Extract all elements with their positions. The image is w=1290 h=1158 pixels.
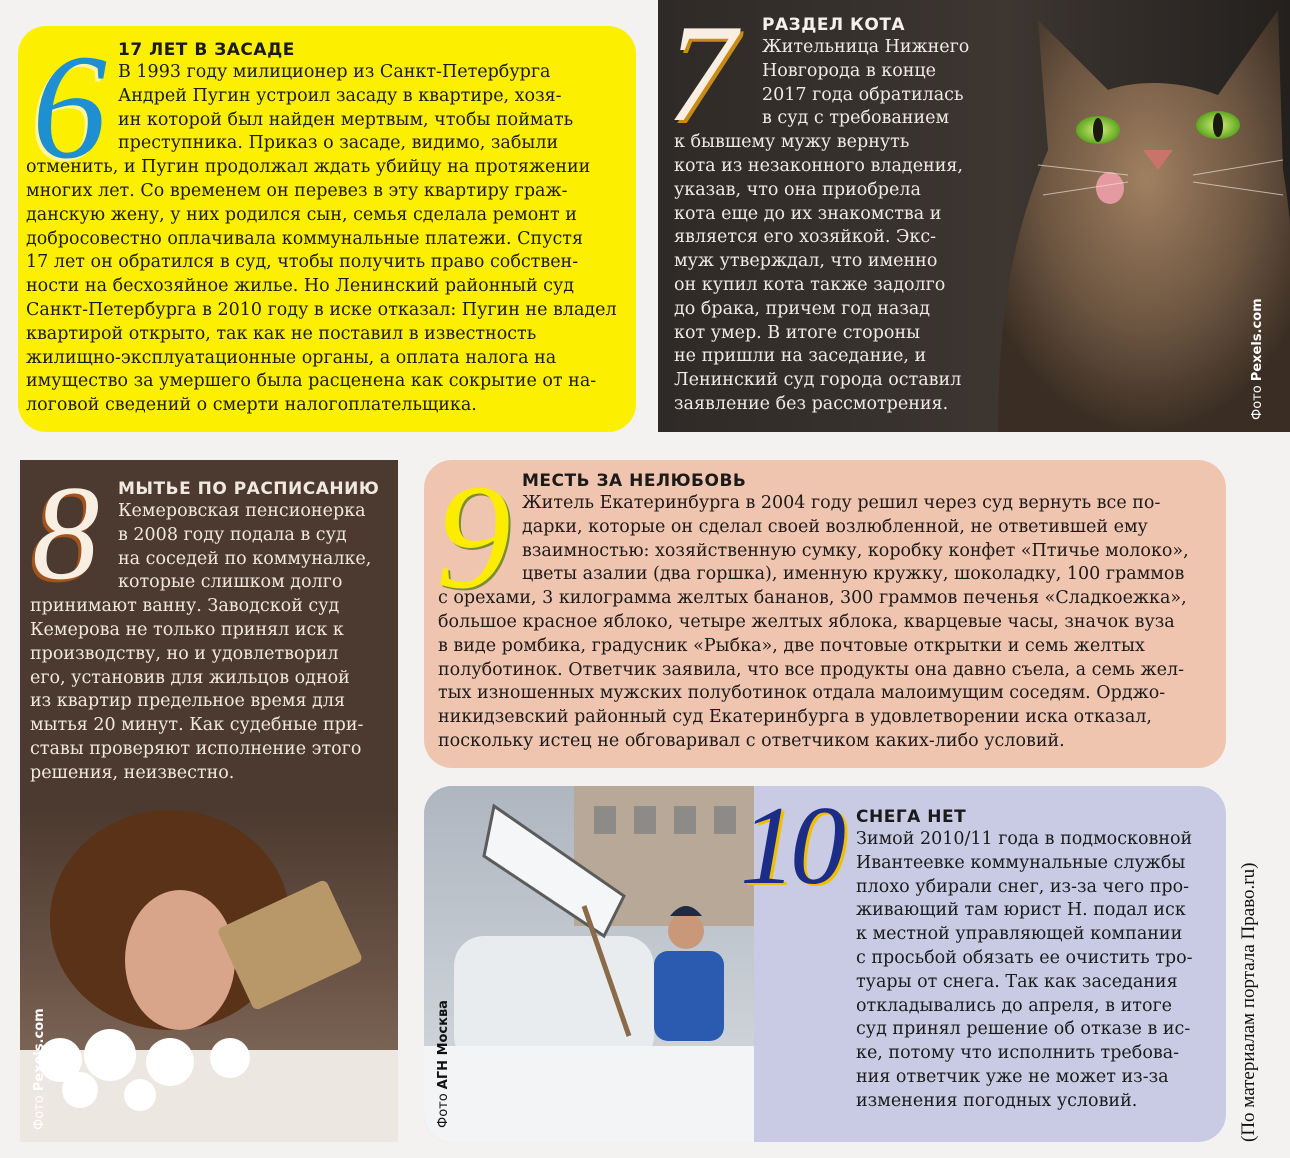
story-8-panel [20,460,398,1142]
text-line: Кемерова не только принял иск к [30,619,344,640]
story-9-panel [424,460,1226,768]
text-line: 17 лет он обратился в суд, чтобы получить право собствен- [26,252,579,273]
text-line: кот умер. В итоге стороны [674,322,921,343]
photo-credit [32,1008,47,1130]
story-text-indented [118,500,398,595]
credit-source: Pexels.com [32,1008,47,1092]
credit-prefix: Фото [1250,385,1265,420]
text-line: в виде ромбика, градусник «Рыбка», две почтовые открытки и семь желтых [438,635,1145,656]
story-title: РАЗДЕЛ КОТА [762,15,906,35]
text-line: полуботинок. Ответчик заявила, что все продукты она давно съела, а семь жел- [438,659,1184,680]
text-line: в суд с требованием [762,108,950,129]
story-title: 17 ЛЕТ В ЗАСАДЕ [118,40,295,60]
bath-reading-photo [20,810,398,1142]
text-line: решения, неизвестно. [30,762,235,783]
story-10-panel [424,786,1226,1142]
text-line: Жительница Нижнего [762,37,970,57]
story-title: МЕСТЬ ЗА НЕЛЮБОВЬ [522,471,747,491]
text-line: многих лет. Со временем он перевез в эту квартиру граж- [26,180,568,201]
text-line: большое красное яблоко, четыре желтых яблока, кварцевые часы, значок вуза [438,611,1175,632]
text-line: Зимой 2010/11 года в подмосковной [856,829,1193,849]
photo-credit [1250,298,1265,420]
text-line: к местной управляющей компании [856,924,1183,945]
story-text-indented [118,61,620,156]
text-line: логовой сведений о смерти налогоплательщика. [26,395,477,416]
text-line: отменить, и Пугин продолжал ждать убийцу на протяжении [26,157,591,178]
text-line: взаимностью: хозяйственную сумку, коробку конфет «Птичье молоко», [522,540,1189,561]
text-line: ке, потому что исполнить требова- [856,1043,1180,1064]
text-line: является его хозяйкой. Экс- [674,227,937,248]
story-text [856,828,1222,1114]
story-text [674,131,1004,417]
text-line: тых изношенных мужских полуботинок отдала малоимущим соседям. Орджо- [438,683,1166,704]
text-line: в 2008 году подала в суд [118,524,347,545]
text-line: ности на бесхозяйное жилье. Но Ленинский районный суд [26,276,575,297]
story-text [438,587,1212,754]
snow-shoveling-photo [424,786,754,1142]
text-line: его, установив для жильцов одной [30,667,350,688]
text-line: преступника. Приказ о засаде, видимо, забыли [118,133,559,154]
text-line: Андрей Пугин устроил засаду в квартире, хозя- [118,85,562,106]
text-line: с орехами, 3 килограмма желтых бананов, 300 граммов печенья «Сладкоежка», [438,588,1187,609]
text-line: 2017 года обратилась [762,84,964,105]
story-text-block [30,478,398,786]
text-line: к бывшему мужу вернуть [674,132,910,153]
story-text [30,595,398,785]
text-line: откладывались до апреля, в итоге [856,995,1172,1016]
text-line: не пришли на заседание, и [674,346,927,367]
text-line: производству, но и удовлетворил [30,643,339,664]
text-line: ставы проверяют исполнение этого [30,738,362,759]
text-line: плохо убирали снег, из-за чего про- [856,876,1190,897]
photo-credit [436,1000,451,1128]
text-line: жилищно-эксплуатационные органы, а оплата налога на [26,347,557,368]
text-line: поскольку истец не обговаривал с ответчиком каких-либо условий. [438,730,1065,751]
text-line: кота из незаконного владения, [674,155,963,176]
story-number: 10 [740,786,840,908]
text-line: туары от снега. Так как заседания [856,971,1178,992]
text-line: данскую жену, у них родился сын, семья сделала ремонт и [26,204,577,225]
text-line: Житель Екатеринбурга в 2004 году решил через суд вернуть все по- [522,493,1161,513]
story-text-block [674,14,1004,417]
text-line: Ленинский суд города оставил [674,370,962,391]
story-6-panel [18,26,636,432]
text-line: никидзевский районный суд Екатеринбурга в удовлетворении иска отказал, [438,707,1152,728]
text-line: муж утверждал, что именно [674,251,938,272]
story-text-block [856,806,1222,1114]
text-line: В 1993 году милиционер из Санкт-Петербурга [118,62,551,82]
text-line: ния ответчик уже не может из-за [856,1066,1169,1087]
text-line: Новгорода в конце [762,60,937,81]
credit-source: Pexels.com [1250,298,1265,382]
text-line: Санкт-Петербурга в 2010 году в иске отказал: Пугин не владел [26,299,617,320]
text-line: имущество за умершего была расценена как сокрытие от на- [26,371,597,392]
text-line: мытья 20 минут. Как судебные при- [30,715,364,736]
story-number: 6 [32,26,107,190]
text-line: с просьбой обязать ее очистить тро- [856,947,1193,968]
text-line: из квартир предельное время для [30,691,345,712]
text-line: суд принял решение об отказе в ис- [856,1019,1191,1040]
text-line: заявление без рассмотрения. [674,393,949,414]
story-text [26,156,620,418]
text-line: Ивантеевке коммунальные службы [856,852,1186,873]
text-line: добросовестно оплачивала коммунальные платежи. Спустя [26,228,584,249]
text-line: квартирой открыто, так как не поставил в известность [26,323,537,344]
text-line: изменения погодных условий. [856,1090,1138,1111]
story-7-panel [658,0,1290,432]
story-title: СНЕГА НЕТ [856,807,967,827]
text-line: до брака, причем год назад [674,298,931,319]
story-number: 8 [32,460,100,608]
text-line: он купил кота также задолго [674,274,946,295]
credit-prefix: Фото [436,1093,451,1128]
text-line: указав, что она приобрела [674,179,921,200]
text-line: живающий там юрист Н. подал иск [856,900,1186,921]
story-text-indented [762,36,1004,131]
text-line: принимают ванну. Заводской суд [30,596,340,617]
text-line: ин которой был найден мертвым, чтобы поймать [118,109,574,130]
story-number: 9 [436,460,511,620]
credit-source: АГН Москва [436,1000,451,1090]
text-line: дарки, которые он сделал своей возлюбленной, не ответившей ему [522,516,1148,537]
text-line: на соседей по коммуналке, [118,548,372,569]
text-line: Кемеровская пенсионерка [118,501,366,521]
story-title: МЫТЬЕ ПО РАСПИСАНИЮ [118,479,380,499]
text-line: кота еще до их знакомства и [674,203,942,224]
text-line: цветы азалии (два горшка), именную кружку, шоколадку, 100 граммов [522,564,1185,585]
text-line: которые слишком долго [118,572,343,593]
story-number: 7 [666,0,736,151]
source-note: (По материалам портала Право.ru) [1238,862,1259,1142]
story-text-indented [522,492,1212,587]
credit-prefix: Фото [32,1095,47,1130]
